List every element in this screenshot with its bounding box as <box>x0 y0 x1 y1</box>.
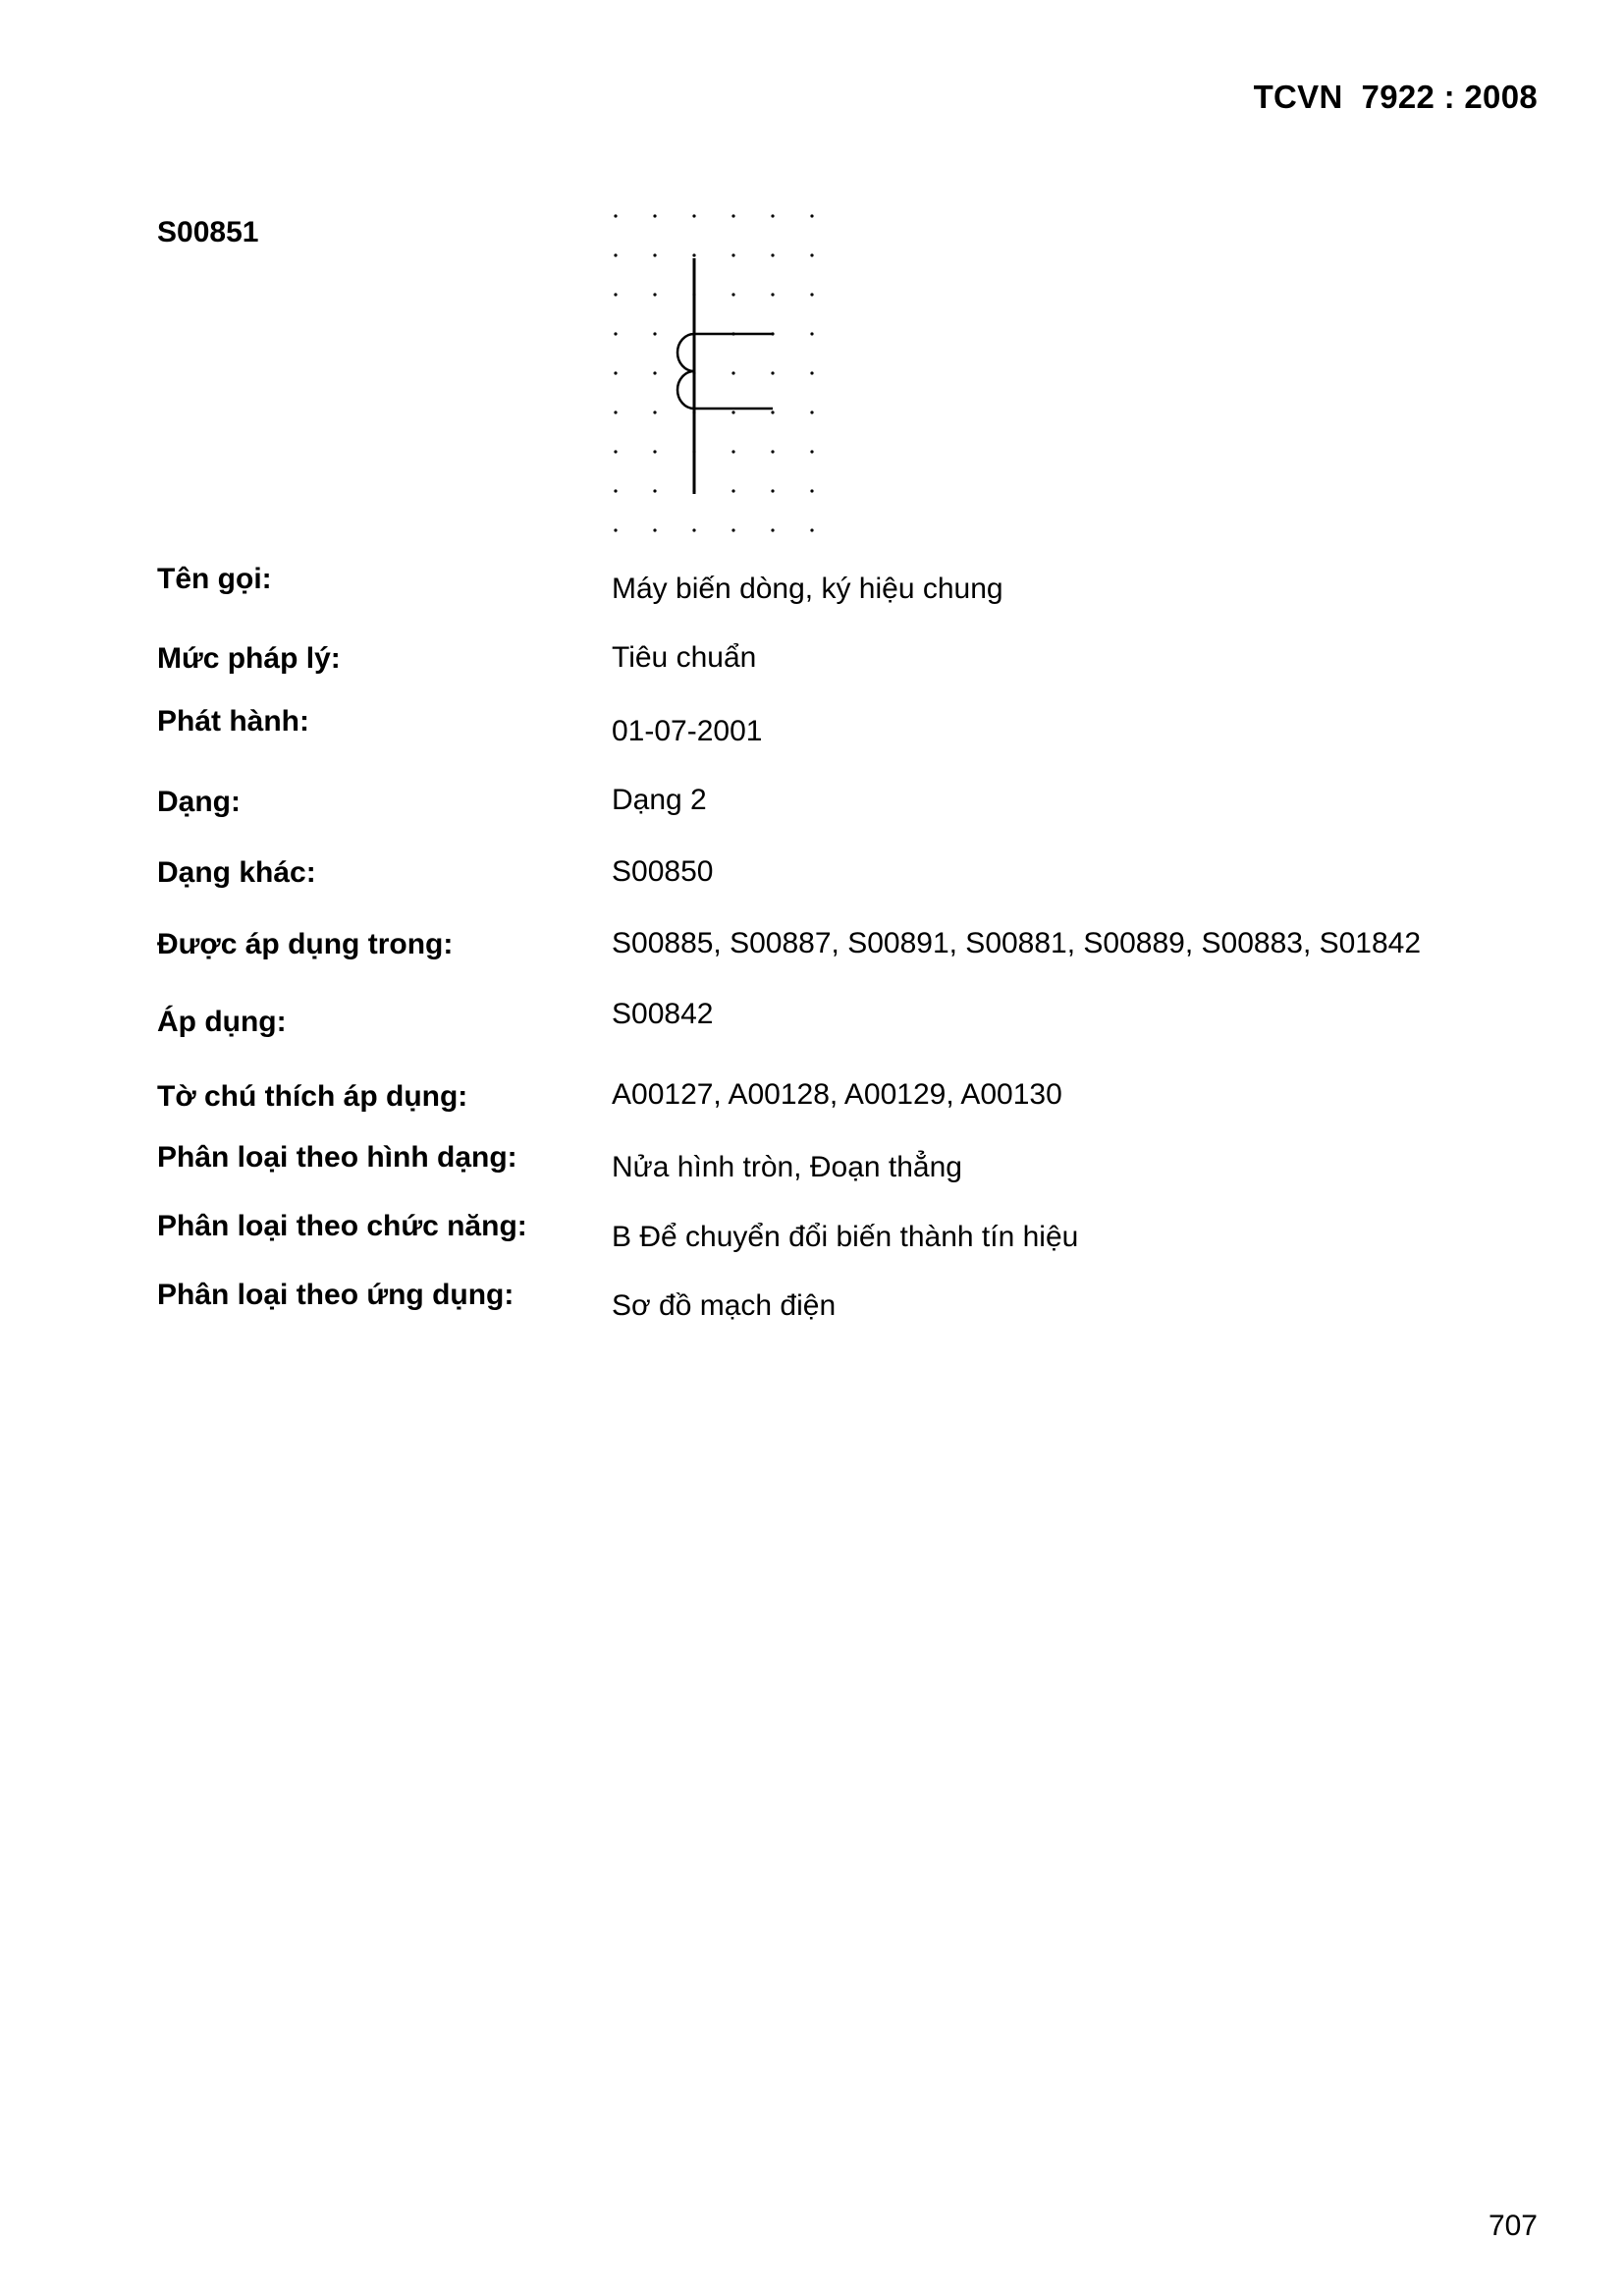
field-value-phat-hanh: 01-07-2001 <box>612 715 763 747</box>
field-value-phan-loai-hinh-dang: Nửa hình tròn, Đoạn thẳng <box>612 1151 962 1183</box>
field-label-phan-loai-ung-dung: Phân loại theo ứng dụng: <box>157 1279 514 1311</box>
grid-dot <box>653 332 656 335</box>
grid-dot <box>653 371 656 374</box>
field-value-phan-loai-ung-dung: Sơ đồ mạch điện <box>612 1289 837 1322</box>
grid-dot <box>810 528 813 531</box>
grid-dot <box>731 528 734 531</box>
field-value-duoc-ap-dung-trong: S00885, S00887, S00891, S00881, S00889, S00883, S01842 <box>612 927 1422 959</box>
field-label-ten-goi: Tên gọi: <box>157 563 272 595</box>
grid-dot <box>614 371 617 374</box>
grid-dot <box>653 410 656 413</box>
grid-dot <box>771 528 774 531</box>
field-value-dang: Dạng 2 <box>612 784 707 816</box>
grid-dot <box>731 371 734 374</box>
field-label-muc-phap-ly: Mức pháp lý: <box>157 642 341 675</box>
grid-dot <box>771 293 774 296</box>
grid-dot <box>653 293 656 296</box>
grid-dot <box>810 450 813 453</box>
grid-dot <box>810 214 813 217</box>
field-value-ten-goi: Máy biến dòng, ký hiệu chung <box>612 573 1003 605</box>
field-value-muc-phap-ly: Tiêu chuẩn <box>612 641 757 674</box>
field-label-dang: Dạng: <box>157 786 241 818</box>
grid-dot <box>614 253 617 256</box>
grid-dot <box>810 332 813 335</box>
grid-dot <box>614 489 617 492</box>
field-label-dang-khac: Dạng khác: <box>157 856 316 889</box>
field-label-phan-loai-hinh-dang: Phân loại theo hình dạng: <box>157 1141 517 1174</box>
winding-upper-arc <box>677 334 694 371</box>
current-transformer-symbol-icon <box>599 204 835 543</box>
grid-dot <box>771 450 774 453</box>
grid-dot <box>771 410 774 413</box>
field-value-dang-khac: S00850 <box>612 855 714 888</box>
grid-dot <box>653 528 656 531</box>
field-label-phat-hanh: Phát hành: <box>157 705 309 738</box>
grid-dot <box>653 489 656 492</box>
field-label-ap-dung: Áp dụng: <box>157 1006 287 1038</box>
grid-dot <box>731 410 734 413</box>
page-number: 707 <box>1488 2210 1538 2242</box>
grid-dot <box>614 528 617 531</box>
grid-dot <box>731 293 734 296</box>
grid-dot <box>692 253 695 256</box>
grid-dot <box>810 371 813 374</box>
grid-dot <box>810 253 813 256</box>
grid-dot <box>810 410 813 413</box>
standard-header: TCVN 7922 : 2008 <box>1253 79 1538 115</box>
grid-dot <box>692 214 695 217</box>
grid-dot <box>731 489 734 492</box>
grid-dot <box>731 450 734 453</box>
field-value-ap-dung: S00842 <box>612 998 714 1030</box>
grid-dot <box>771 214 774 217</box>
grid-dot <box>614 450 617 453</box>
field-value-to-chu-thich-ap-dung: A00127, A00128, A00129, A00130 <box>612 1078 1062 1111</box>
grid-dot <box>614 410 617 413</box>
grid-dot <box>731 253 734 256</box>
grid-dot <box>810 489 813 492</box>
grid-dot <box>810 293 813 296</box>
grid-dot <box>731 214 734 217</box>
winding-lower-arc <box>677 371 694 409</box>
grid-dot <box>771 489 774 492</box>
field-label-to-chu-thich-ap-dung: Tờ chú thích áp dụng: <box>157 1080 468 1113</box>
grid-dot <box>614 214 617 217</box>
field-value-phan-loai-chuc-nang: B Để chuyển đổi biến thành tín hiệu <box>612 1221 1079 1253</box>
field-label-duoc-ap-dung-trong: Được áp dụng trong: <box>157 928 454 960</box>
grid-dot <box>653 253 656 256</box>
grid-dot <box>614 332 617 335</box>
grid-dot <box>771 253 774 256</box>
symbol-code: S00851 <box>157 216 259 248</box>
grid-dot <box>653 450 656 453</box>
grid-dot <box>614 293 617 296</box>
grid-dot <box>692 528 695 531</box>
field-label-phan-loai-chuc-nang: Phân loại theo chức năng: <box>157 1210 527 1242</box>
grid-dot <box>653 214 656 217</box>
grid-dots <box>614 214 835 531</box>
grid-dot <box>771 371 774 374</box>
